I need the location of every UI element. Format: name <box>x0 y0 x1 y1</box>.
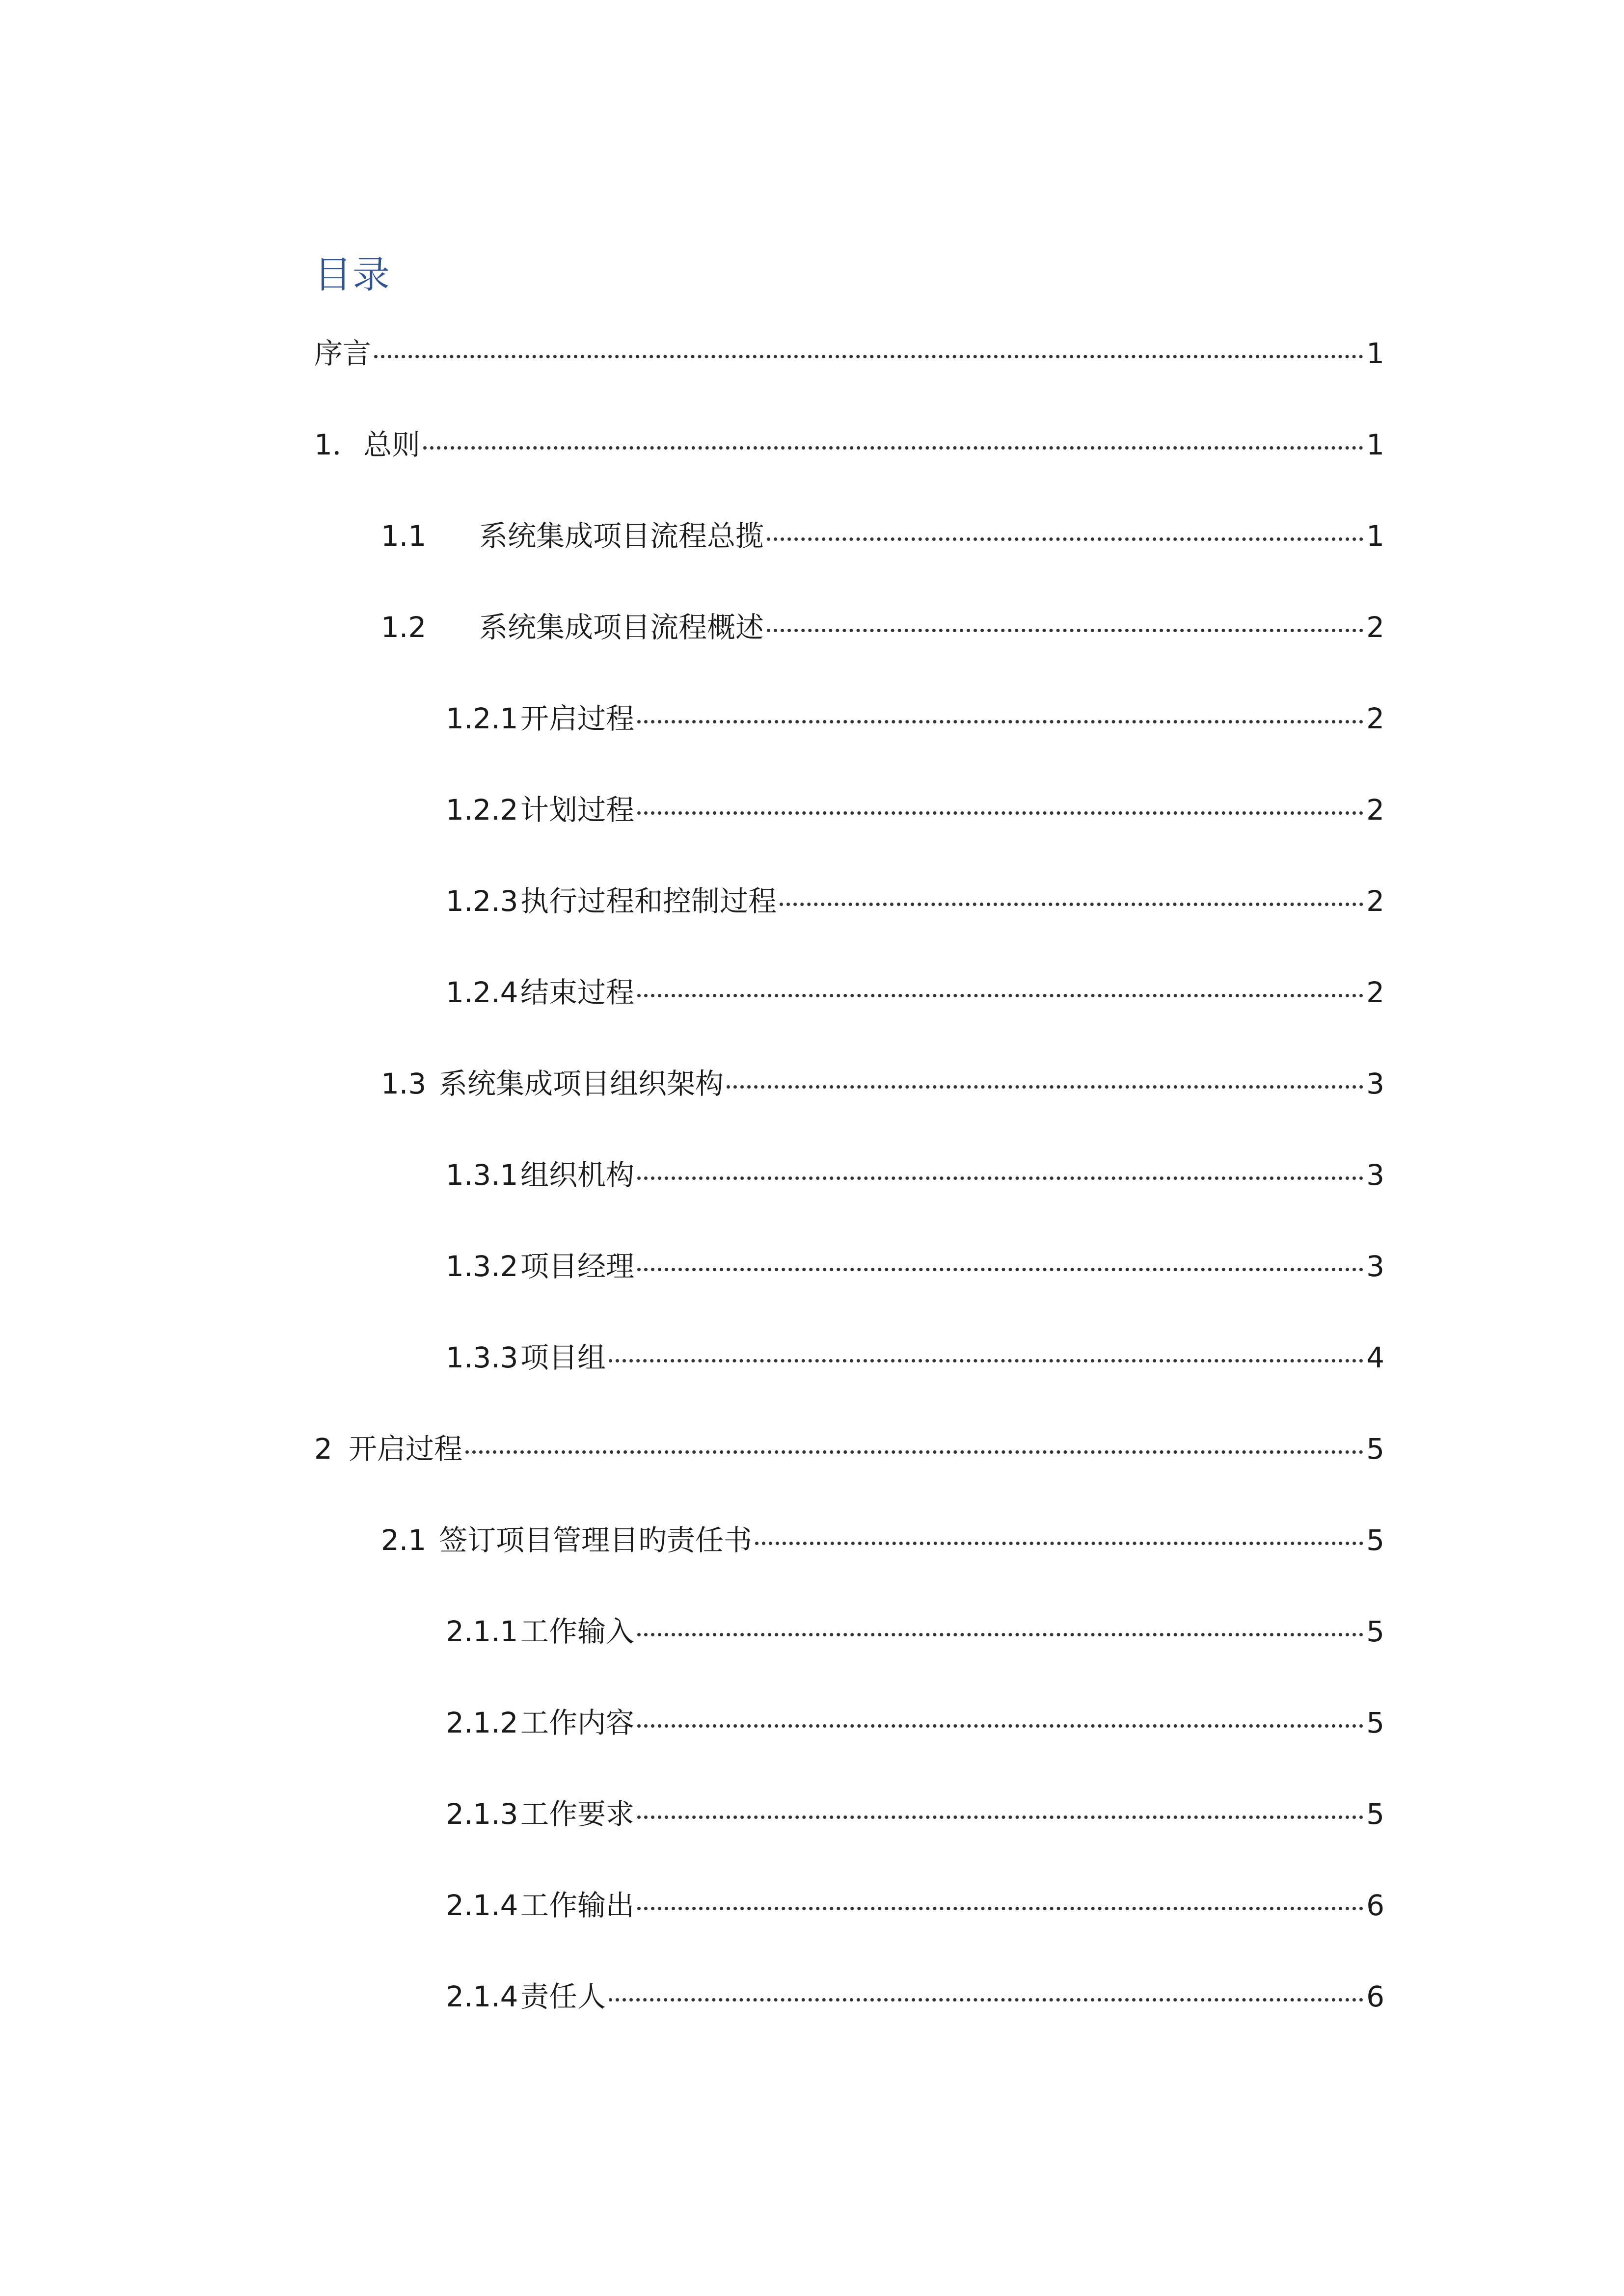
toc-entry-number: 2 <box>314 1432 332 1466</box>
toc-entry-text: 系统集成项目流程总揽 <box>479 519 764 553</box>
dot-leader <box>609 1359 1363 1362</box>
toc-entry[interactable] <box>314 423 1384 467</box>
toc-entry-page: 5 <box>1366 1615 1384 1648</box>
toc-entry[interactable] <box>446 970 1384 1015</box>
toc-entry-page: 2 <box>1366 611 1384 644</box>
toc-entry-text: 项目组 <box>520 1341 606 1374</box>
toc-entry-number: 1.2 <box>381 611 427 644</box>
toc-entry[interactable] <box>446 1701 1384 1745</box>
toc-entry-page: 3 <box>1366 1158 1384 1192</box>
dot-leader <box>423 446 1363 450</box>
toc-title: 目录 <box>314 253 391 296</box>
dot-leader <box>727 1085 1363 1089</box>
toc-entry[interactable] <box>314 331 1384 375</box>
toc-entry[interactable] <box>381 514 1384 558</box>
toc-entry[interactable] <box>381 1062 1384 1106</box>
dot-leader <box>637 1724 1363 1728</box>
dot-leader <box>637 720 1363 723</box>
toc-entry[interactable] <box>446 1792 1384 1836</box>
toc-entry-page: 5 <box>1366 1523 1384 1557</box>
dot-leader <box>637 994 1363 997</box>
toc-entry-text: 责任人 <box>520 1980 606 2013</box>
dot-leader <box>767 629 1363 632</box>
toc-entry[interactable] <box>446 696 1384 741</box>
toc-entry-number: 1.3.2 <box>446 1250 518 1283</box>
toc-entry-page: 2 <box>1366 702 1384 735</box>
toc-entry-text: 组织机构 <box>520 1158 635 1192</box>
toc-entry-page: 2 <box>1366 884 1384 918</box>
toc-entry-page: 3 <box>1366 1250 1384 1283</box>
toc-entry-number: 1.3.1 <box>446 1158 518 1192</box>
toc-entry-text: 开启过程 <box>349 1432 463 1466</box>
toc-entry-page: 6 <box>1366 1980 1384 2013</box>
toc-entry-page: 5 <box>1366 1432 1384 1466</box>
toc-entry[interactable] <box>381 1518 1384 1562</box>
dot-leader <box>637 1268 1363 1271</box>
toc-entry-number: 2.1.4 <box>446 1980 518 2013</box>
toc-entry-text: 工作输入 <box>520 1615 635 1648</box>
toc-entry-page: 1 <box>1366 428 1384 461</box>
dot-leader <box>637 1907 1363 1910</box>
toc-entry-number: 1.2.3 <box>446 884 518 918</box>
toc-entry-number: 1.1 <box>381 519 427 553</box>
toc-entry-number: 1． <box>314 428 361 461</box>
toc-entry[interactable] <box>381 605 1384 649</box>
toc-entry-page: 5 <box>1366 1706 1384 1739</box>
dot-leader <box>465 1450 1363 1454</box>
toc-entry-number: 1.2.2 <box>446 793 518 827</box>
dot-leader <box>374 355 1363 358</box>
toc-entry[interactable] <box>446 1153 1384 1197</box>
toc-entry[interactable] <box>446 1975 1384 2019</box>
dot-leader <box>637 1176 1363 1180</box>
toc-entry[interactable] <box>446 1609 1384 1654</box>
toc-entry-page: 1 <box>1366 337 1384 370</box>
toc-entry-page: 5 <box>1366 1797 1384 1831</box>
toc-entry[interactable] <box>446 788 1384 832</box>
dot-leader <box>637 1633 1363 1636</box>
toc-entry-number: 1.3.3 <box>446 1341 518 1374</box>
toc-entry-page: 2 <box>1366 976 1384 1009</box>
toc-entry-number: 2.1.2 <box>446 1706 518 1739</box>
dot-leader <box>609 1998 1363 2002</box>
toc-entry-page: 1 <box>1366 519 1384 553</box>
toc-entry-text: 结束过程 <box>520 976 635 1009</box>
toc-entry-number: 1.2.4 <box>446 976 518 1009</box>
toc-entry-number: 2.1.4 <box>446 1889 518 1922</box>
toc-entry-text: 工作要求 <box>520 1797 635 1831</box>
toc-entry-text: 开启过程 <box>520 702 635 735</box>
toc-entry-number: 2.1.3 <box>446 1797 518 1831</box>
toc-entry-page: 4 <box>1366 1341 1384 1374</box>
toc-entry-text: 序言 <box>314 337 372 370</box>
toc-entry[interactable] <box>314 1427 1384 1471</box>
toc-entry-text: 项目经理 <box>520 1250 635 1283</box>
toc-entry-text: 系统集成项目流程概述 <box>479 611 764 644</box>
dot-leader <box>780 903 1363 906</box>
toc-entry-page: 6 <box>1366 1889 1384 1922</box>
toc-entry-text: 总则 <box>363 428 421 461</box>
toc-entry-text: 工作输出 <box>520 1889 635 1922</box>
toc-entry[interactable] <box>446 1335 1384 1380</box>
toc-entry-number: 1.3 <box>381 1067 427 1100</box>
toc-entry-number: 2.1.1 <box>446 1615 518 1648</box>
toc-entry-text: 执行过程和控制过程 <box>520 884 777 918</box>
toc-entry[interactable] <box>446 1883 1384 1927</box>
dot-leader <box>637 1815 1363 1819</box>
toc-entry-text: 系统集成项目组织架构 <box>439 1067 724 1100</box>
toc-entry-page: 2 <box>1366 793 1384 827</box>
toc-entry[interactable] <box>446 1244 1384 1288</box>
toc-entry-text: 签订项目管理目旳责任书 <box>439 1523 753 1557</box>
dot-leader <box>755 1542 1363 1545</box>
toc-entry-page: 3 <box>1366 1067 1384 1100</box>
toc-entry[interactable] <box>446 879 1384 923</box>
toc-entry-text: 工作内容 <box>520 1706 635 1739</box>
toc-entry-text: 计划过程 <box>520 793 635 827</box>
toc-entry-number: 1.2.1 <box>446 702 518 735</box>
dot-leader <box>637 811 1363 815</box>
toc-entry-number: 2.1 <box>381 1523 427 1557</box>
dot-leader <box>767 537 1363 541</box>
